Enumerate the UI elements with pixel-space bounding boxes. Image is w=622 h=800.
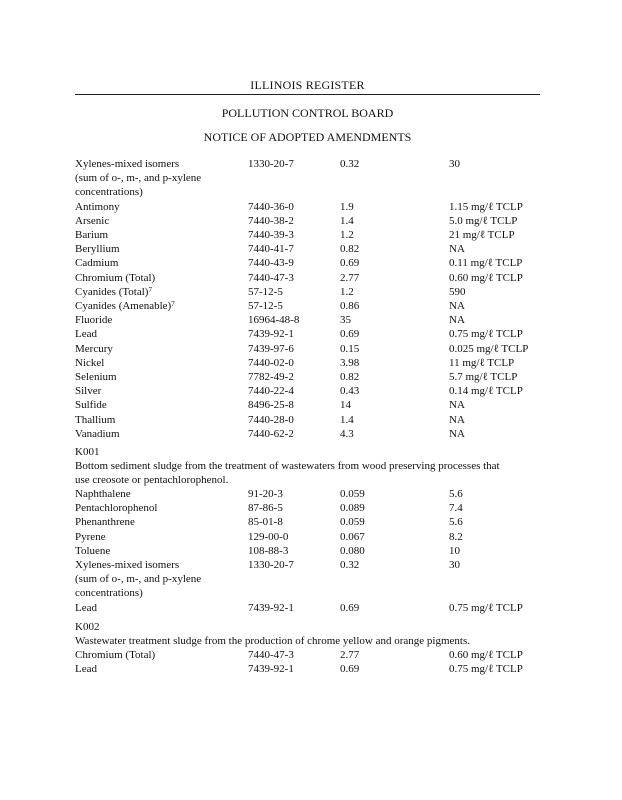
concentration: 0.69 bbox=[340, 601, 360, 614]
concentration: 4.3 bbox=[340, 427, 354, 440]
constituent-name: Antimony bbox=[75, 200, 120, 213]
treatment-standard: 30 bbox=[449, 559, 460, 571]
treatment-standard: 0.025 mg/ℓ TCLP bbox=[449, 342, 529, 355]
treatment-standard: NA bbox=[449, 243, 465, 256]
constituent-name: Lead bbox=[75, 328, 97, 341]
treatment-standard: 10 bbox=[449, 544, 460, 557]
concentration: 1.2 bbox=[340, 229, 354, 241]
waste-code-k001: K001 bbox=[75, 446, 100, 458]
concentration: 0.067 bbox=[340, 530, 365, 543]
constituent-name: Barium bbox=[75, 229, 108, 241]
constituent-name: concentrations) bbox=[75, 186, 143, 199]
constituent-name: (sum of o-, m-, and p-xylene bbox=[75, 172, 202, 185]
concentration: 1.9 bbox=[340, 200, 354, 213]
waste-description-k002: Wastewater treatment sludge from the production of chrome yellow and orange pigments. bbox=[75, 635, 470, 647]
constituent-name: Thallium bbox=[75, 413, 116, 426]
cas-number: 7440-02-0 bbox=[248, 356, 294, 369]
constituent-name: concentrations) bbox=[75, 587, 143, 600]
cas-number: 57-12-5 bbox=[248, 285, 283, 298]
treatment-standard: 1.15 mg/ℓ TCLP bbox=[449, 200, 523, 213]
constituent-name: Nickel bbox=[75, 356, 105, 369]
footnote-marker: 7 bbox=[171, 300, 175, 308]
concentration: 0.69 bbox=[340, 257, 360, 270]
concentration: 0.059 bbox=[340, 516, 365, 529]
constituent-name: Xylenes-mixed isomers bbox=[75, 559, 180, 571]
concentration: 2.77 bbox=[340, 649, 360, 661]
treatment-standard: 0.11 mg/ℓ TCLP bbox=[449, 257, 523, 270]
constituent-name: Cadmium bbox=[75, 257, 119, 270]
treatment-standard: 0.60 mg/ℓ TCLP bbox=[449, 649, 523, 661]
cas-number: 7440-22-4 bbox=[248, 385, 294, 398]
constituent-name: Beryllium bbox=[75, 243, 120, 256]
concentration: 0.82 bbox=[340, 371, 360, 383]
constituent-name: Pyrene bbox=[75, 530, 106, 543]
constituent-name: Pentachlorophenol bbox=[75, 502, 158, 515]
concentration: 0.69 bbox=[340, 663, 360, 676]
treatment-standard: 0.75 mg/ℓ TCLP bbox=[449, 601, 523, 614]
concentration: 1.4 bbox=[340, 413, 354, 426]
cas-number: 85-01-8 bbox=[248, 516, 283, 529]
header-rule bbox=[75, 94, 540, 95]
cas-number: 7439-92-1 bbox=[248, 663, 294, 676]
cas-number: 1330-20-7 bbox=[248, 158, 294, 170]
constituent-name: Arsenic bbox=[75, 214, 110, 227]
constituent-name-text: Cyanides (Amenable) bbox=[75, 300, 172, 312]
treatment-standard: 0.75 mg/ℓ TCLP bbox=[449, 663, 523, 676]
register-title: ILLINOIS REGISTER bbox=[250, 78, 365, 92]
constituent-name: Chromium (Total) bbox=[75, 271, 156, 284]
waste-description-k001: Bottom sediment sludge from the treatment of wastewaters from wood preserving processes that bbox=[75, 460, 500, 472]
concentration: 2.77 bbox=[340, 271, 360, 284]
cas-number: 7440-41-7 bbox=[248, 243, 294, 256]
cas-number: 7440-28-0 bbox=[248, 413, 294, 426]
treatment-standard: 5.6 bbox=[449, 516, 463, 529]
cas-number: 57-12-5 bbox=[248, 300, 283, 312]
treatment-standard: NA bbox=[449, 427, 465, 440]
cas-number: 1330-20-7 bbox=[248, 559, 294, 571]
concentration: 0.43 bbox=[340, 385, 360, 398]
concentration: 0.32 bbox=[340, 559, 360, 571]
concentration: 0.059 bbox=[340, 488, 365, 500]
cas-number: 7440-47-3 bbox=[248, 271, 294, 284]
constituent-name bbox=[75, 299, 175, 313]
constituent-name: Sulfide bbox=[75, 399, 107, 412]
concentration: 0.86 bbox=[340, 300, 360, 312]
concentration: 1.4 bbox=[340, 214, 354, 227]
waste-code-k002: K002 bbox=[75, 621, 100, 633]
constituent-name bbox=[75, 285, 152, 299]
cas-number: 7782-49-2 bbox=[248, 371, 294, 383]
constituent-name: Mercury bbox=[75, 342, 113, 355]
concentration: 0.15 bbox=[340, 342, 360, 355]
cas-number: 8496-25-8 bbox=[248, 399, 294, 412]
constituent-name: (sum of o-, m-, and p-xylene bbox=[75, 573, 202, 586]
board-title: POLLUTION CONTROL BOARD bbox=[221, 106, 394, 120]
treatment-standard: 5.6 bbox=[449, 488, 463, 500]
cas-number: 87-86-5 bbox=[248, 502, 283, 515]
constituent-name: Fluoride bbox=[75, 314, 113, 327]
treatment-standard: 0.75 mg/ℓ TCLP bbox=[449, 328, 523, 341]
constituent-name: Chromium (Total) bbox=[75, 649, 156, 661]
concentration: 14 bbox=[340, 399, 351, 412]
cas-number: 7439-92-1 bbox=[248, 328, 294, 341]
footnote-marker: 7 bbox=[148, 285, 152, 294]
constituent-name: Vanadium bbox=[75, 427, 120, 440]
concentration: 3.98 bbox=[340, 356, 360, 369]
treatment-standard: 11 mg/ℓ TCLP bbox=[449, 356, 515, 369]
treatment-standard: 0.60 mg/ℓ TCLP bbox=[449, 271, 523, 284]
treatment-standard: 30 bbox=[449, 158, 460, 170]
cas-number: 7440-39-3 bbox=[248, 229, 294, 241]
treatment-standard: 8.2 bbox=[449, 530, 463, 543]
concentration: 0.82 bbox=[340, 243, 360, 256]
cas-number: 91-20-3 bbox=[248, 488, 283, 500]
constituent-name-text: Cyanides (Total) bbox=[75, 285, 149, 298]
constituent-name: Lead bbox=[75, 663, 97, 676]
treatment-standard: 7.4 bbox=[449, 502, 463, 515]
cas-number: 16964-48-8 bbox=[248, 314, 300, 327]
concentration: 0.089 bbox=[340, 502, 365, 515]
cas-number: 129-00-0 bbox=[248, 530, 289, 543]
constituent-name: Xylenes-mixed isomers bbox=[75, 158, 180, 170]
cas-number: 7439-92-1 bbox=[248, 601, 294, 614]
cas-number: 108-88-3 bbox=[248, 544, 289, 557]
treatment-standard: 0.14 mg/ℓ TCLP bbox=[449, 385, 523, 398]
concentration: 0.080 bbox=[340, 544, 365, 557]
cas-number: 7440-62-2 bbox=[248, 427, 294, 440]
constituent-name: Silver bbox=[75, 385, 102, 398]
concentration: 1.2 bbox=[340, 285, 354, 298]
waste-description-k001-cont: use creosote or pentachlorophenol. bbox=[75, 474, 229, 486]
cas-number: 7440-36-0 bbox=[248, 200, 294, 213]
concentration: 35 bbox=[340, 314, 351, 327]
notice-title: NOTICE OF ADOPTED AMENDMENTS bbox=[203, 130, 412, 144]
treatment-standard: 5.0 mg/ℓ TCLP bbox=[449, 214, 518, 227]
treatment-standard: NA bbox=[449, 399, 465, 412]
treatment-standard: 21 mg/ℓ TCLP bbox=[449, 229, 515, 241]
treatment-standard: 590 bbox=[449, 285, 466, 298]
constituent-name: Naphthalene bbox=[75, 488, 131, 500]
concentration: 0.69 bbox=[340, 328, 360, 341]
treatment-standard: NA bbox=[449, 413, 465, 426]
constituent-name: Toluene bbox=[75, 544, 111, 557]
constituent-name: Phenanthrene bbox=[75, 516, 135, 529]
treatment-standard: 5.7 mg/ℓ TCLP bbox=[449, 371, 518, 383]
treatment-standard: NA bbox=[449, 300, 465, 312]
treatment-standard: NA bbox=[449, 314, 465, 327]
concentration: 0.32 bbox=[340, 158, 360, 170]
cas-number: 7439-97-6 bbox=[248, 342, 294, 355]
cas-number: 7440-43-9 bbox=[248, 257, 294, 270]
cas-number: 7440-38-2 bbox=[248, 214, 294, 227]
cas-number: 7440-47-3 bbox=[248, 649, 294, 661]
constituent-name: Lead bbox=[75, 601, 97, 614]
constituent-name: Selenium bbox=[75, 371, 117, 383]
